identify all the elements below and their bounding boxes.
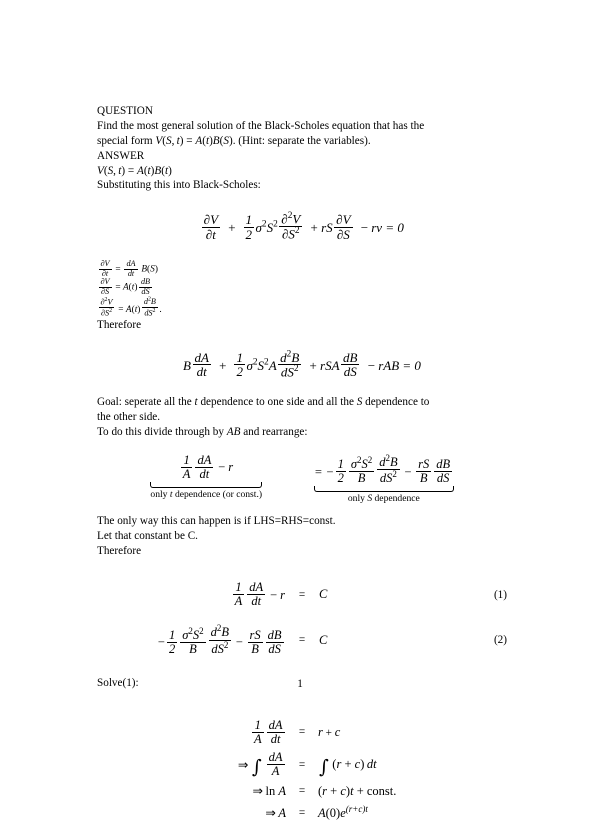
- solve-step-4-lhs: ⇒ A: [265, 805, 286, 820]
- equation-2-rhs: C: [318, 632, 328, 647]
- equation-separated-sides: [97, 454, 507, 505]
- solve-step-1-relation: =: [298, 726, 306, 739]
- therefore-1: Therefore: [97, 319, 142, 332]
- solve-step-3-rhs: (r + c)t + const.: [318, 783, 397, 798]
- equation-1-number: (1): [493, 588, 507, 601]
- therefore-2: Therefore: [97, 545, 142, 558]
- solve-step-3-relation: =: [298, 785, 306, 798]
- underbrace-right: [314, 486, 454, 492]
- solve-step-1-lhs: $\frac{1}{A}$ $\frac{dA}{dt}$: [253, 717, 283, 746]
- derivative-d2v-ds2: $\frac{\partial^2V}{\partial S^2}$ = A(t) $\frac{d^2B}{dS^2}$ .: [100, 296, 162, 318]
- equation-1-relation: =: [298, 588, 306, 601]
- lhs-label: only t dependence (or const.): [150, 489, 263, 501]
- only-way-line: The only way this can happen is if LHS=RHS=const.: [97, 515, 336, 528]
- solve-step-3-lhs: ⇒ ln A: [252, 784, 286, 799]
- equation-1-rhs: C: [318, 587, 328, 602]
- rhs-s-dependence: = − $\frac{1}{2}$ $\frac{\sigma^2S^2}{B}$ $\frac{d^2B}{dS^2}$ − $\frac{rS}{B}$ $\frac{dB}{dS}$ only S dependence: [314, 454, 454, 505]
- goal-line-2: the other side.: [97, 411, 161, 423]
- solve-step-3: [97, 783, 507, 799]
- equation-2-number: (2): [493, 634, 507, 647]
- divide-instruction: To do this divide through by AB and rearrange:: [97, 425, 308, 438]
- equation-black-scholes-pde: $\frac{\partial V}{\partial t}$ + $\frac{1}{2}$ $\sigma^2S^2$ $\frac{\partial^2V}{\partial S^2}$ + rS $\frac{\partial V}{\partial S}$ − rv = 0: [203, 211, 404, 242]
- solve-step-2: [97, 751, 507, 778]
- solve-step-4: [97, 804, 507, 821]
- let-const-line: Let that constant be C.: [97, 530, 198, 543]
- derivatives-list: [97, 260, 507, 318]
- equation-2-relation: =: [298, 634, 306, 647]
- underbrace-left: [150, 482, 262, 488]
- equation-1-lhs: $\frac{1}{A}$ $\frac{dA}{dt}$ − r: [234, 580, 286, 609]
- answer-heading: ANSWER: [97, 149, 145, 162]
- solve-step-1-rhs: r + c: [318, 724, 341, 739]
- equation-1: [97, 581, 507, 608]
- rhs-label: only S dependence: [347, 493, 420, 505]
- derivative-dv-ds: $\frac{\partial V}{\partial S}$ = A(t) $\frac{dB}{dS}$: [100, 277, 151, 297]
- document-body: [97, 104, 507, 826]
- solve-step-1: [97, 719, 507, 746]
- goal-line-1: Goal: seperate all the t dependence to one side and all the S dependence to: [97, 396, 430, 409]
- solve-step-2-lhs: ⇒ ∫ $\frac{dA}{A}$: [237, 749, 283, 779]
- solve-step-2-rhs: ∫ (r + c) dt: [319, 756, 377, 778]
- substituting-line: Substituting this into Black-Scholes:: [97, 179, 261, 192]
- question-heading: QUESTION: [97, 105, 153, 117]
- ansatz-line: V(S, t) = A(t)B(t): [97, 164, 172, 177]
- page-number: 1: [297, 678, 303, 690]
- solve-step-4-rhs: $A(0)e^{(r+c)t}$: [318, 804, 368, 821]
- equation-separated-pde: B $\frac{dA}{dt}$ + $\frac{1}{2}$ $\sigma^2S^2A$ $\frac{d^2B}{dS^2}$ + rSA $\frac{dB}{dS}$ − rAB = 0: [183, 349, 421, 380]
- equation-2: [97, 624, 507, 656]
- solve-heading: Solve(1):: [97, 676, 139, 689]
- solve-step-4-relation: =: [298, 806, 306, 819]
- solve-step-2-relation: =: [298, 758, 306, 771]
- question-text-line-1: Find the most general solution of the Black-Scholes equation that has the: [97, 119, 425, 132]
- equation-2-lhs: − $\frac{1}{2}$ $\frac{\sigma^2S^2}{B}$ $\frac{d^2B}{dS^2}$ − $\frac{rS}{B}$ $\frac{dB}{dS}$: [157, 623, 282, 656]
- solve-steps: [97, 719, 507, 822]
- lhs-t-dependence: $\frac{1}{A}$ $\frac{dA}{dt}$ − r only t dependence (or const.): [150, 452, 263, 501]
- derivative-dv-dt: $\frac{\partial V}{\partial t}$ = $\frac{dA}{dt}$ B(S): [100, 259, 158, 278]
- question-text-line-2: special form V(S, t) = A(t)B(S). (Hint: separate the variables).: [97, 134, 371, 147]
